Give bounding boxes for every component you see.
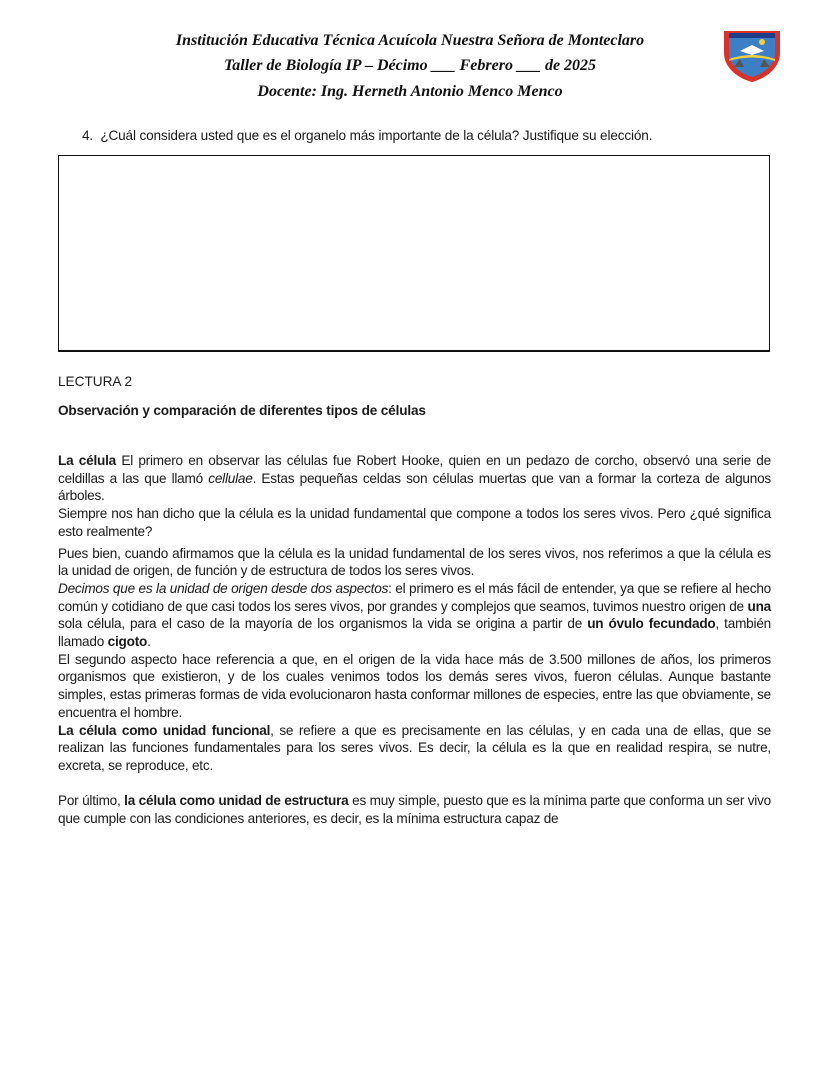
paragraph-3: Pues bien, cuando afirmamos que la célula es la unidad fundamental de los seres vivos, nos referimos a que la célula es la unidad de origen, de función y de estructura de todos los seres vivos. [58, 545, 771, 579]
bold-term: una [747, 598, 771, 614]
text: es muy simple, puesto que es la mínima parte que conforma un ser vivo que cumple con las condiciones anteriores, es decir, es la mínima estructura capaz de [58, 793, 772, 827]
question-4 [82, 128, 652, 143]
reading-body [58, 452, 771, 828]
text: : el primero es el más fácil de entender, ya que se refiere al hecho común y cotidiano de que casi todos los seres vivos, por grandes y complejos que seamos, tuvimos nuestro origen de [58, 580, 772, 614]
reading-label: LECTURA 2 [58, 374, 133, 389]
question-text: ¿Cuál considera usted que es el organelo más importante de la célula? Justifique su elección. [100, 128, 653, 143]
paragraph-2: Siempre nos han dicho que la célula es la unidad fundamental que compone a todos los seres vivos. Pero ¿qué significa esto realmente? [58, 506, 771, 539]
text: . [147, 634, 151, 650]
text: , también llamado [58, 616, 771, 650]
header-teacher: Docente: Ing. Herneth Antonio Menco Menco [257, 83, 563, 100]
text: Por último, [58, 793, 125, 809]
bold-term: un óvulo fecundado [587, 616, 716, 632]
text: El primero en observar las células fue Robert Hooke, quien en un pedazo de corcho, observó una serie de celdillas a las que llamó [58, 453, 771, 486]
paragraph-1 [58, 452, 771, 505]
paragraph-7 [58, 792, 771, 827]
reading-title: Observación y comparación de diferentes tipos de células [58, 403, 426, 418]
text: , se refiere a que es precisamente en las células, y en cada una de ellas, que se realizan las funciones fundamentales para los seres vivos. Es decir, la célula es la que en realidad respira, se nutre, excreta, se reproduce, etc. [58, 722, 771, 773]
text: sola célula, para el caso de la mayoría de los organismos la vida se origina a partir de [58, 616, 588, 632]
italic-term: cellulae [208, 470, 253, 486]
paragraph-5: El segundo aspecto hace referencia a que, en el origen de la vida hace más de 3.500 millones de años, los primeros organismos que existieron, y de los cuales venimos todos los demás seres vivos, fueron células. Aunque bastante simples, estas primeras formas de vida evolucionaron hasta conformar millones de especies, entre las que obviamente, se encuentra el hombre. [58, 651, 771, 720]
italic-term: Decimos que es la unidad de origen desde dos aspectos [58, 580, 389, 596]
text: . Estas pequeñas celdas son células muertas que van a formar la corteza de algunos árboles. [58, 470, 772, 504]
paragraph-6 [58, 722, 771, 775]
bold-term: cigoto [107, 634, 148, 650]
school-shield-logo [720, 27, 784, 83]
question-number: 4. [82, 128, 94, 143]
header-institution: Institución Educativa Técnica Acuícola Nuestra Señora de Monteclaro [175, 32, 645, 49]
bold-term: la célula como unidad de estructura [124, 793, 349, 809]
header-course: Taller de Biología IP – Décimo ___ Febrero ___ de 2025 [223, 57, 597, 74]
bold-term: La célula como unidad funcional [58, 722, 271, 738]
paragraph-4 [58, 580, 771, 651]
bold-term: La célula [58, 453, 116, 468]
answer-box[interactable] [58, 155, 770, 352]
